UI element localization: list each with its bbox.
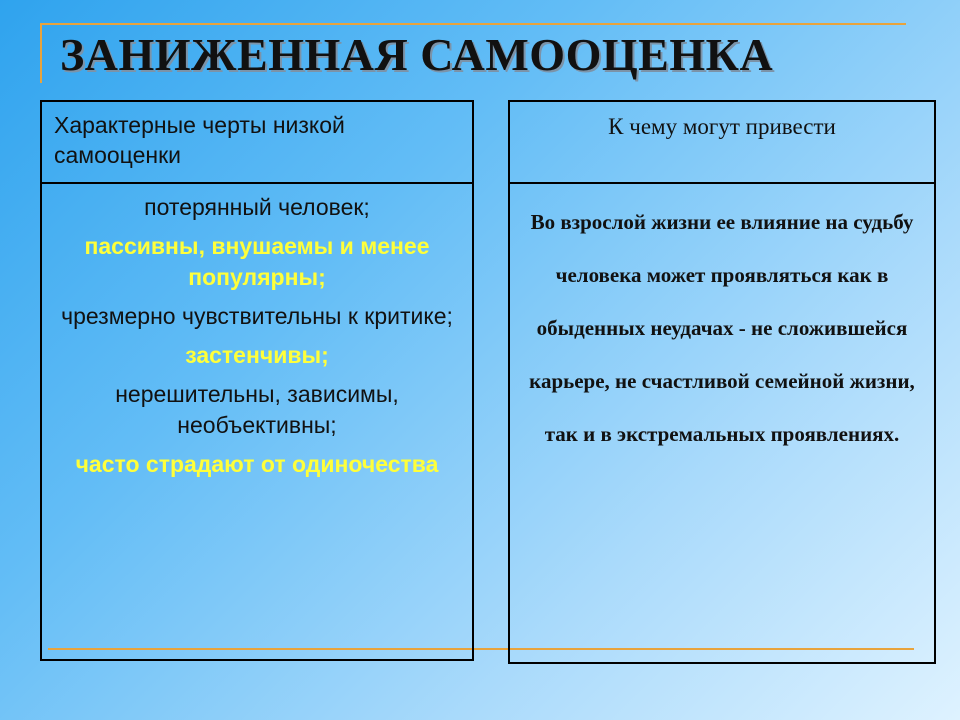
trait-item: пассивны, внушаемы и менее популярны; [84,233,430,290]
trait-item: нерешительны, зависимы, необъективны; [115,381,399,438]
traits-header: Характерные черты низкой самооценки [42,102,472,184]
traits-panel [40,100,474,661]
consequences-text: Во взрослой жизни ее влияние на судьбу человека может проявляться как в обыденных неудачах - не сложившейся карьере, не счастливой семейной жизни, так и в экстремальных проявлениях. [529,210,915,446]
consequences-panel [508,100,936,664]
trait-item: застенчивы; [185,342,329,368]
left-accent-line [40,23,42,83]
top-accent-line [40,23,906,25]
consequences-header: К чему могут привести [510,102,934,184]
trait-item: потерянный человек; [144,194,370,220]
page-title: ЗАНИЖЕННАЯ САМООЦЕНКА [60,29,774,80]
trait-item: чрезмерно чувствительны к критике; [61,303,453,329]
traits-list [42,184,472,480]
trait-item: часто страдают от одиночества [75,451,439,477]
